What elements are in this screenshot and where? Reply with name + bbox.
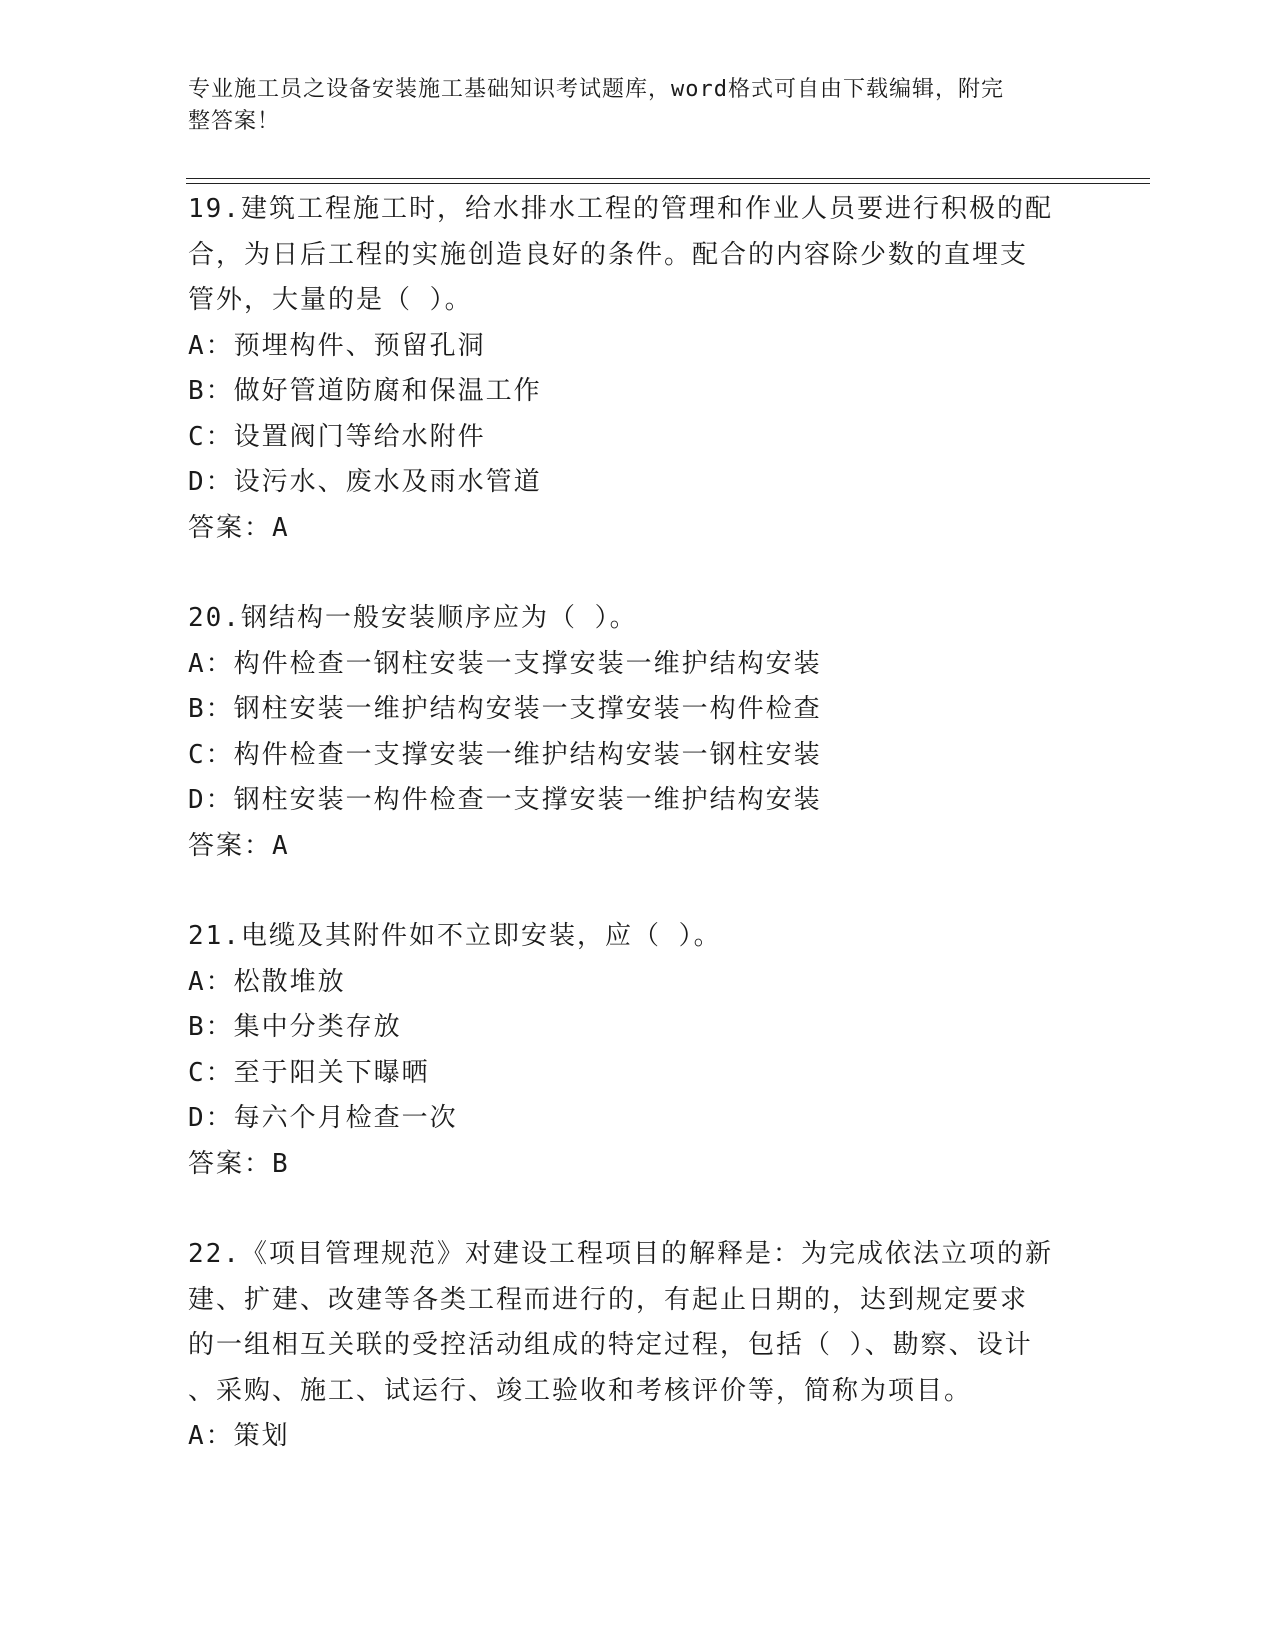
question-21 (188, 914, 1088, 1187)
question-20 (188, 596, 1088, 869)
question-stem-line: 建、扩建、改建等各类工程而进行的，有起止日期的，达到规定要求 (188, 1284, 1029, 1315)
option-b: B：集中分类存放 (188, 1012, 402, 1042)
document-header (188, 74, 1068, 138)
question-stem-line: 的一组相互关联的受控活动组成的特定过程，包括（ ）、勘察、设计 (188, 1330, 1033, 1360)
option-b: B：做好管道防腐和保温工作 (188, 376, 542, 406)
option-c: C：构件检查一支撑安装一维护结构安装一钢柱安装 (188, 739, 822, 770)
option-d: D：钢柱安装一构件检查一支撑安装一维护结构安装 (188, 785, 822, 815)
header-line-2: 整答案！ (188, 109, 281, 134)
question-stem-line: 合，为日后工程的实施创造良好的条件。配合的内容除少数的直埋支 (188, 239, 1029, 270)
header-divider-bottom (186, 183, 1150, 184)
option-c: C：设置阀门等给水附件 (188, 421, 486, 452)
question-list (188, 187, 1088, 1460)
answer-line: 答案：A (188, 512, 290, 543)
answer-line: 答案：B (188, 1148, 290, 1179)
option-a: A：策划 (188, 1421, 290, 1451)
question-22 (188, 1232, 1088, 1460)
option-c: C：至于阳关下曝晒 (188, 1057, 430, 1088)
option-d: D：设污水、废水及雨水管道 (188, 467, 542, 497)
question-stem-line: 22.《项目管理规范》对建设工程项目的解释是：为完成依法立项的新 (188, 1239, 1053, 1269)
answer-line: 答案：A (188, 830, 290, 861)
question-stem-line: 21.电缆及其附件如不立即安装，应（ ）。 (188, 921, 722, 951)
option-b: B：钢柱安装一维护结构安装一支撑安装一构件检查 (188, 694, 822, 724)
question-19 (188, 187, 1088, 551)
header-line-1: 专业施工员之设备安装施工基础知识考试题库，word格式可自由下载编辑，附完 (188, 77, 1004, 102)
question-stem-line: 20.钢结构一般安装顺序应为（ ）。 (188, 603, 638, 633)
question-stem-line: 管外，大量的是（ ）。 (188, 285, 473, 315)
question-stem-line: 19.建筑工程施工时，给水排水工程的管理和作业人员要进行积极的配 (188, 194, 1053, 224)
option-a: A：构件检查一钢柱安装一支撑安装一维护结构安装 (188, 648, 822, 679)
header-divider-top (186, 178, 1150, 179)
question-stem-line: 、采购、施工、试运行、竣工验收和考核评价等，简称为项目。 (188, 1375, 973, 1406)
option-a: A：松散堆放 (188, 966, 346, 997)
option-a: A：预埋构件、预留孔洞 (188, 330, 486, 361)
option-d: D：每六个月检查一次 (188, 1103, 458, 1133)
